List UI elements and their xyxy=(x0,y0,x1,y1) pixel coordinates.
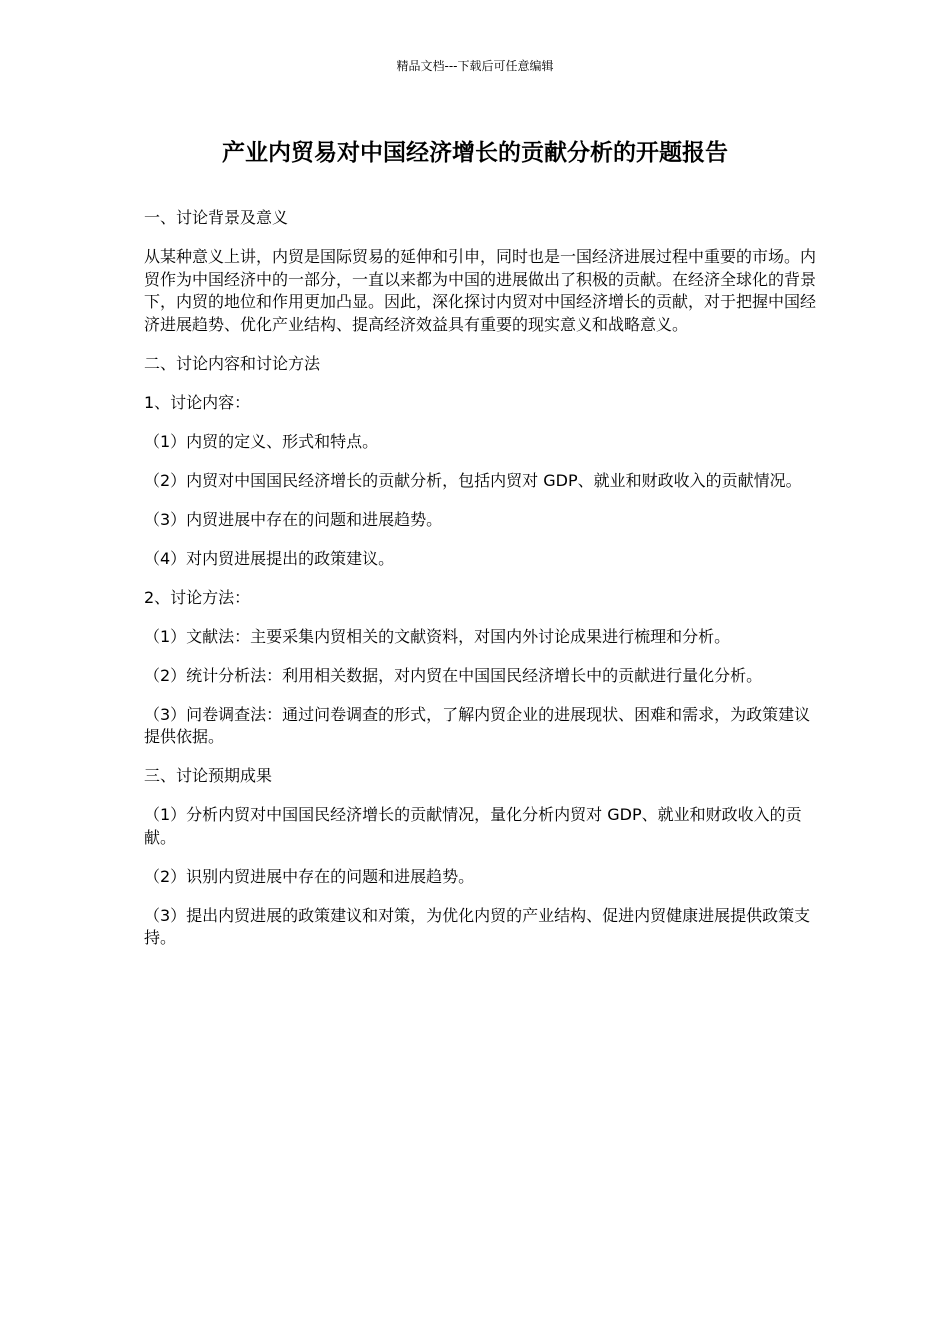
subheading-research-methods: 2、讨论方法： xyxy=(144,587,251,607)
list-item: （2）内贸对中国国民经济增长的贡献分析，包括内贸对 GDP、就业和财政收入的贡献情况。 xyxy=(144,470,802,490)
document-title: 产业内贸易对中国经济增长的贡献分析的开题报告 xyxy=(222,140,728,166)
subheading-research-content: 1、讨论内容： xyxy=(144,392,251,412)
list-item: （3）内贸进展中存在的问题和进展趋势。 xyxy=(144,509,443,529)
list-item: （3）问卷调查法：通过问卷调查的形式，了解内贸企业的进展现状、困难和需求，为政策建议提供依据。 xyxy=(144,704,811,746)
section-heading-content-methods: 二、讨论内容和讨论方法 xyxy=(144,353,321,373)
list-item: （2）统计分析法：利用相关数据，对内贸在中国国民经济增长中的贡献进行量化分析。 xyxy=(144,665,763,685)
list-item: （4）对内贸进展提出的政策建议。 xyxy=(144,548,395,568)
background-paragraph: 从某种意义上讲，内贸是国际贸易的延伸和引申，同时也是一国经济进展过程中重要的市场。内贸作为中国经济中的一部分，一直以来都为中国的进展做出了积极的贡献。在经济全球化的背景下，内贸的地位和作用更加凸显。因此，深化探讨内贸对中国经济增长的贡献，对于把握中国经济进展趋势、优化产业结构、提高经济效益具有重要的现实意义和战略意义。 xyxy=(144,247,817,334)
document-body xyxy=(144,207,824,966)
list-item: （1）内贸的定义、形式和特点。 xyxy=(144,431,379,451)
section-heading-background: 一、讨论背景及意义 xyxy=(144,208,289,227)
list-item: （2）识别内贸进展中存在的问题和进展趋势。 xyxy=(144,866,475,886)
list-item: （3）提出内贸进展的政策建议和对策，为优化内贸的产业结构、促进内贸健康进展提供政策支持。 xyxy=(144,905,811,947)
list-item: （1）文献法：主要采集内贸相关的文献资料，对国内外讨论成果进行梳理和分析。 xyxy=(144,626,731,646)
list-item: （1）分析内贸对中国国民经济增长的贡献情况，量化分析内贸对 GDP、就业和财政收入的贡献。 xyxy=(144,805,802,847)
section-heading-expected-results: 三、讨论预期成果 xyxy=(144,766,273,785)
header-note: 精品文档---下载后可任意编辑 xyxy=(396,59,554,73)
